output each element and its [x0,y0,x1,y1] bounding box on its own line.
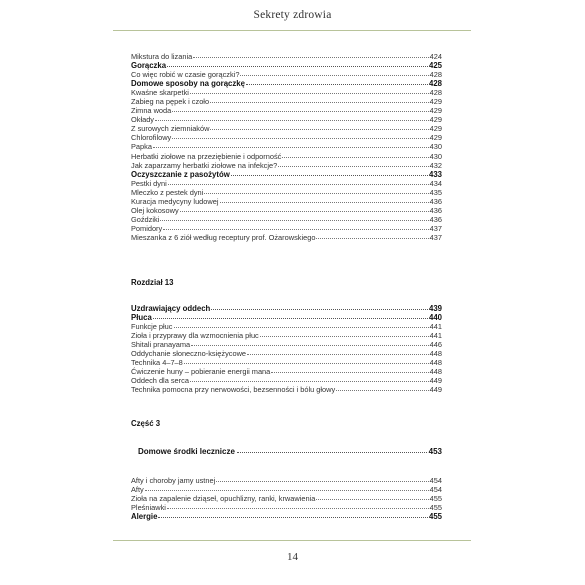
dot-leader [155,120,429,121]
toc-entry-label: Shitali pranayama [131,340,191,350]
toc-entry-page: 429 [429,133,442,143]
dot-leader [163,229,428,230]
toc-entry-label: Z surowych ziemniaków [131,124,210,134]
toc-entry [131,349,442,358]
toc-section-1 [131,52,442,242]
chapter-13-heading: Rozdział 13 [131,278,174,287]
dot-leader [278,166,428,167]
toc-entry-page: 448 [429,349,442,359]
toc-entry [131,70,442,79]
toc-entry-label: Uzdrawiający oddech [131,304,211,313]
header-rule [113,30,471,31]
toc-entry [131,485,442,494]
toc-entry-page: 428 [429,88,442,98]
toc-entry-page: 437 [429,232,442,242]
toc-entry-page: 439 [428,304,442,313]
toc-entry-label: Papka [131,142,152,152]
toc-entry-label: Pleśniawki [131,503,166,513]
dot-leader [184,363,429,364]
dot-leader [168,184,429,185]
toc-entry-page: 429 [429,115,442,125]
toc-entry-label: Afty i choroby jamy ustnej [131,476,216,485]
toc-entry [131,313,442,322]
toc-entry-page: 432 [429,160,442,170]
toc-entry-label: Alergie [131,512,158,522]
dot-leader [316,238,428,239]
dot-leader [153,318,428,319]
toc-entry-label: Goździki [131,214,160,224]
toc-entry-label: Domowe sposoby na gorączkę [131,79,245,89]
toc-entry-page: 455 [429,494,442,504]
toc-entry-label: Chlorofilowy [131,133,172,143]
toc-entry [131,385,442,394]
toc-entry-page: 428 [428,79,442,89]
toc-entry-label: Mikstura do lizania [131,52,193,61]
toc-entry-label: Herbatki ziołowe na przeziębienie i odporność [131,151,282,161]
toc-entry-label: Zabieg na pępek i czoło [131,97,210,107]
toc-entry [131,197,442,206]
toc-entry-label: Pomidory [131,223,163,233]
page-number: 14 [287,551,298,563]
toc-entry-label: Zimna woda [131,106,172,116]
toc-entry-label: Co więc robić w czasie gorączki? [131,70,240,80]
toc-entry [131,115,442,124]
running-header: Sekrety zdrowia [253,9,332,21]
dot-leader [204,193,428,194]
toc-entry-page: 441 [429,322,442,332]
part-3-title-page: 453 [428,447,442,456]
toc-entry [131,376,442,385]
toc-entry-page: 449 [429,385,442,395]
part-3-title: Domowe środki lecznicze [138,447,235,456]
toc-entry-page: 448 [429,367,442,377]
toc-entry-label: Mieszanka z 6 ziół według receptury prof. Ożarowskiego [131,232,316,242]
dot-leader [172,111,428,112]
dot-leader [172,138,428,139]
toc-entry [131,215,442,224]
dot-leader [316,499,428,500]
dot-leader [216,481,428,482]
toc-entry-page: 448 [429,358,442,368]
dot-leader [160,220,428,221]
toc-entry [131,340,442,349]
part-3-title-row [138,447,442,456]
toc-entry-label: Oddychanie słoneczno-księżycowe [131,349,247,359]
toc-entry-page: 440 [428,313,442,323]
dot-leader [153,147,429,148]
toc-entry-page: 446 [429,340,442,350]
toc-entry-label: Oddech dla serca [131,376,189,386]
toc-entry-page: 436 [429,214,442,224]
part-3-heading: Część 3 [131,419,161,428]
toc-entry-page: 430 [429,151,442,161]
toc-entry [131,106,442,115]
toc-entry [131,124,442,133]
dot-leader [271,372,428,373]
dot-leader [180,211,429,212]
toc-entry-label: Mleczko z pestek dyni [131,187,204,197]
toc-entry-label: Oczyszczanie z pasożytów [131,169,230,179]
toc-entry-label: Olej kokosowy [131,205,179,215]
toc-entry [131,233,442,242]
toc-entry [131,179,442,188]
dot-leader [210,129,428,130]
toc-entry-page: 434 [429,178,442,188]
toc-entry [131,358,442,367]
dot-leader [158,517,428,518]
toc-entry [131,88,442,97]
dot-leader [240,75,428,76]
dot-leader [190,381,429,382]
dot-leader [193,57,428,58]
toc-entry-label: Technika 4–7–8 [131,358,183,368]
dot-leader [145,490,429,491]
toc-entry-page: 429 [429,97,442,107]
toc-entry-page: 424 [429,52,442,61]
toc-entry-page: 435 [429,187,442,197]
dot-leader [247,354,429,355]
toc-entry-page: 430 [429,142,442,152]
toc-entry-page: 429 [429,124,442,134]
toc-entry-label: Afty [131,485,144,495]
toc-entry-label: Funkcje płuc [131,322,173,332]
toc-entry [131,331,442,340]
dot-leader [191,345,428,346]
toc-entry-page: 433 [428,169,442,179]
dot-leader [246,84,428,85]
toc-entry-page: 437 [429,223,442,233]
toc-entry-label: Technika pomocna przy nerwowości, bezsenności i bólu głowy [131,385,336,395]
dot-leader [190,93,429,94]
toc-entry [131,142,442,151]
toc-entry-page: 436 [429,196,442,206]
toc-entry-page: 454 [429,485,442,495]
toc-entry-page: 428 [429,70,442,80]
dot-leader [174,327,429,328]
toc-entry-label: Zioła i przyprawy dla wzmocnienia płuc [131,331,259,341]
dot-leader [220,202,429,203]
toc-entry-page: 454 [429,476,442,485]
dot-leader [211,309,428,310]
footer-rule [113,540,471,541]
toc-entry [131,133,442,142]
toc-entry [131,206,442,215]
toc-entry [131,512,442,521]
dot-leader [336,390,428,391]
toc-entry [131,494,442,503]
dot-leader [231,175,428,176]
toc-entry [131,170,442,179]
toc-entry-page: 455 [428,512,442,522]
toc-entry-label: Jak zaparzamy herbatki ziołowe na infekcje? [131,160,278,170]
dot-leader [210,102,429,103]
dot-leader [167,66,428,67]
toc-entry-label: Kuracja medycyny ludowej [131,196,219,206]
toc-entry [131,161,442,170]
toc-entry-label: Pestki dyni [131,178,167,188]
toc-entry-label: Gorączka [131,61,167,71]
toc-entry [131,79,442,88]
toc-entry-page: 455 [429,503,442,513]
toc-entry-page: 449 [429,376,442,386]
toc-entry [131,152,442,161]
toc-entry-page: 429 [429,106,442,116]
toc-entry [131,52,442,61]
toc-entry [131,322,442,331]
toc-entry-page: 436 [429,205,442,215]
toc-entry [131,97,442,106]
toc-entry-label: Kwaśne skarpetki [131,88,189,98]
toc-entry [131,476,442,485]
toc-entry-label: Ćwiczenie huny – pobieranie energii mana [131,367,271,377]
toc-chapter-13 [131,304,442,394]
toc-entry [131,61,442,70]
toc-entry-label: Zioła na zapalenie dziąseł, opuchlizny, ranki, krwawienia [131,494,316,504]
toc-entry-page: 425 [428,61,442,71]
dot-leader [167,508,429,509]
dot-leader [260,336,429,337]
toc-entry [131,503,442,512]
toc-part-3 [131,476,442,521]
toc-entry [131,224,442,233]
dot-leader [282,157,428,158]
toc-entry [131,367,442,376]
toc-entry-label: Płuca [131,313,152,323]
dot-leader [237,452,427,453]
toc-entry-label: Okłady [131,115,155,125]
toc-entry [131,188,442,197]
toc-entry-page: 441 [429,331,442,341]
toc-entry [131,304,442,313]
